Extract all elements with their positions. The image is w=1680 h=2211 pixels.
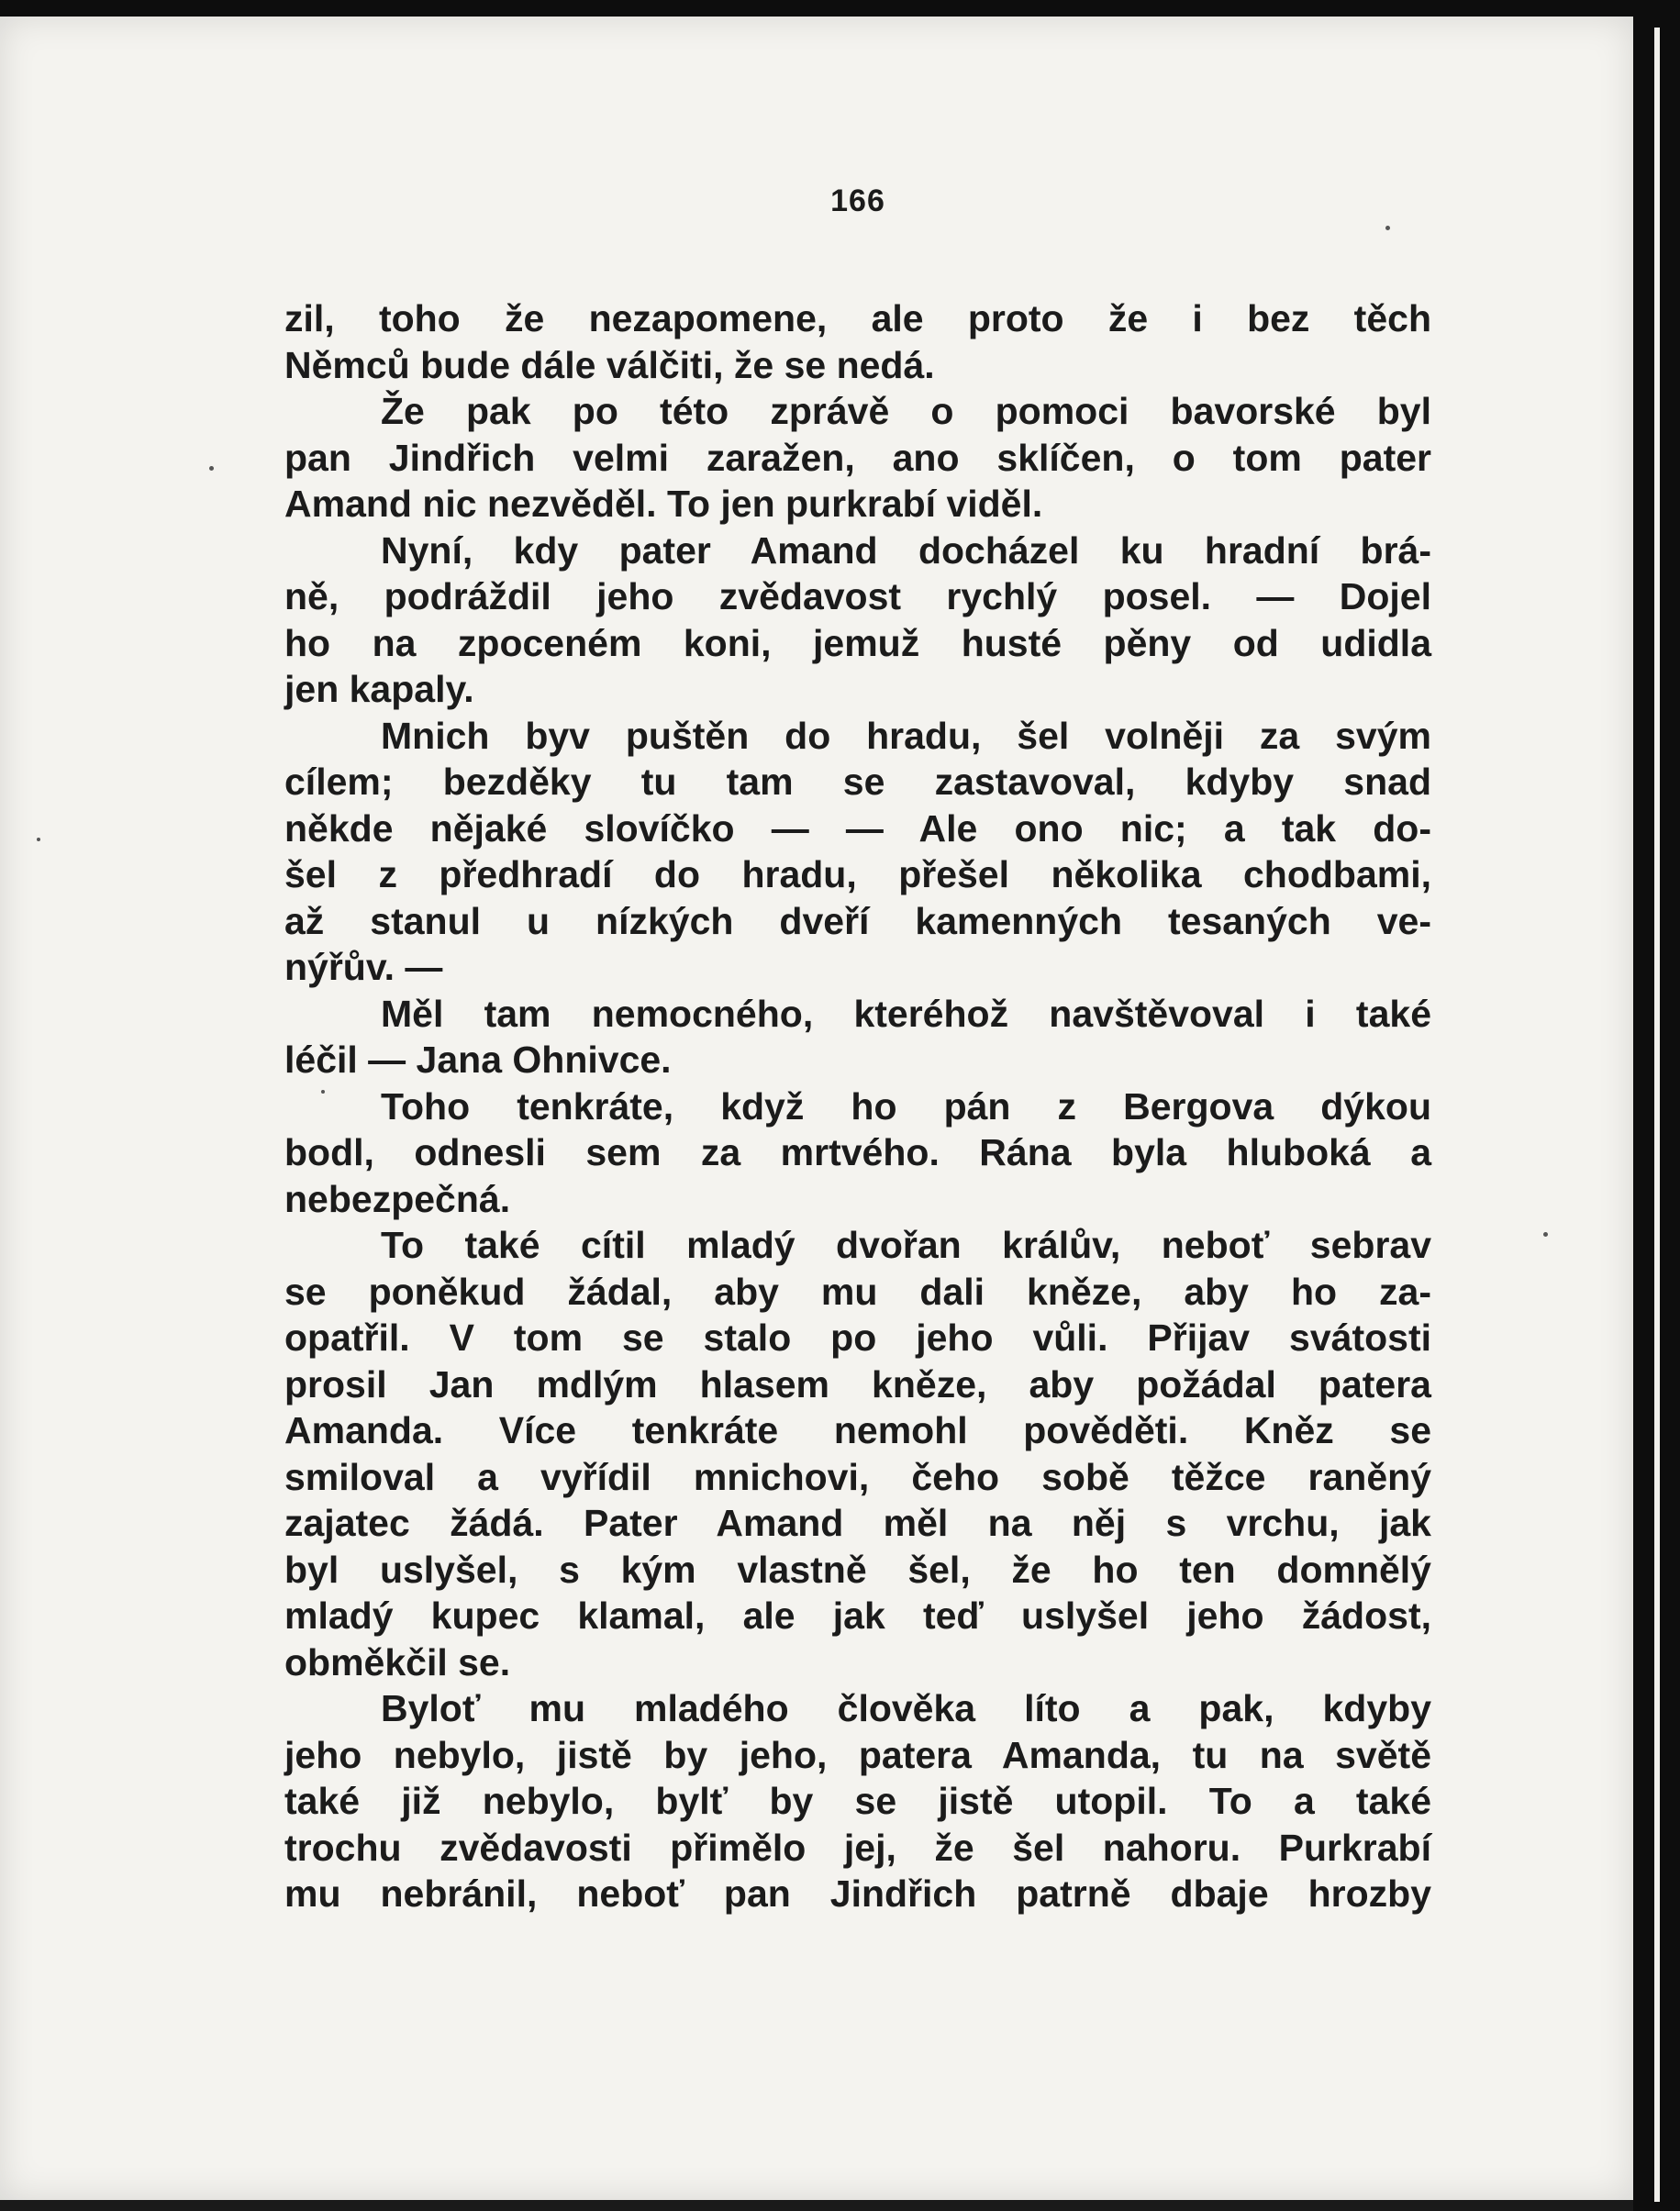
text-line: nýřův. — — [284, 946, 443, 988]
scan-speck — [37, 838, 40, 841]
text-line: Amand nic nezvěděl. To jen purkrabí viděl. — [284, 483, 1043, 525]
text-line: smiloval a vyřídil mnichovi, čeho sobě těžce raněný — [284, 1455, 1431, 1498]
text-line: prosil Jan mdlým hlasem kněze, aby požádal patera — [284, 1362, 1431, 1405]
text-line: mladý kupec klamal, ale jak teď uslyšel jeho žádost, — [284, 1594, 1431, 1637]
text-line: jeho nebylo, jistě by jeho, patera Amanda, tu na světě — [284, 1733, 1431, 1776]
scan-speck — [209, 466, 214, 471]
text-line: Nyní, kdy pater Amand docházel ku hradní brá- — [381, 528, 1431, 572]
body-text — [284, 295, 1431, 1917]
text-line: se poněkud žádal, aby mu dali kněze, aby ho za- — [284, 1270, 1431, 1313]
scan-speck — [1385, 226, 1390, 230]
text-line: ho na zpoceném koni, jemuž husté pěny od udidla — [284, 621, 1431, 664]
text-line: opatřil. V tom se stalo po jeho vůli. Přijav svátosti — [284, 1317, 1431, 1359]
text-line: bodl, odnesli sem za mrtvého. Rána byla hluboká a — [284, 1131, 1431, 1173]
page-number: 166 — [830, 183, 885, 218]
scan-speck — [1543, 1232, 1548, 1237]
text-line: Toho tenkráte, když ho pán z Bergova dýkou — [381, 1084, 1431, 1128]
text-line: Amanda. Více tenkráte nemohl pověděti. Kněz se — [284, 1409, 1431, 1451]
text-line: šel z předhradí do hradu, přešel několika chodbami, — [284, 853, 1431, 895]
text-line: až stanul u nízkých dveří kamenných tesaných ve- — [284, 899, 1431, 942]
text-line: zil, toho že nezapomene, ale proto že i bez těch — [284, 297, 1431, 339]
text-line: ně, podráždil jeho zvědavost rychlý posel. — Dojel — [284, 575, 1431, 617]
text-line: pan Jindřich velmi zaražen, ano sklíčen, o tom pater — [284, 436, 1431, 479]
text-line: někde nějaké slovíčko — — Ale ono nic; a tak do- — [284, 806, 1431, 850]
text-line: Němců bude dále válčiti, že se nedá. — [284, 343, 935, 386]
text-line: léčil — Jana Ohnivce. — [284, 1039, 672, 1081]
text-line: nebezpečná. — [284, 1177, 511, 1220]
text-line: jen kapaly. — [284, 668, 474, 710]
text-line: To také cítil mladý dvořan králův, neboť sebrav — [381, 1224, 1431, 1266]
scan-top-border — [0, 0, 1680, 17]
scan-page-edge — [1654, 28, 1660, 2202]
text-line: mu nebránil, neboť pan Jindřich patrně dbaje hrozby — [284, 1872, 1431, 1915]
text-line: byl uslyšel, s kým vlastně šel, že ho ten domnělý — [284, 1548, 1431, 1591]
text-line: trochu zvědavosti přimělo jej, že šel nahoru. Purkrabí — [284, 1826, 1431, 1869]
text-line: Že pak po této zprávě o pomoci bavorské byl — [381, 390, 1431, 432]
text-line: cílem; bezděky tu tam se zastavoval, kdyby snad — [284, 761, 1431, 803]
text-line: Mnich byv puštěn do hradu, šel volněji za svým — [381, 714, 1431, 757]
text-line: také již nebylo, bylť by se jistě utopil. To a také — [284, 1780, 1431, 1822]
text-line: obměkčil se. — [284, 1640, 511, 1683]
text-line: Byloť mu mladého člověka líto a pak, kdyby — [381, 1687, 1431, 1729]
text-line: zajatec žádá. Pater Amand měl na něj s vrchu, jak — [284, 1502, 1431, 1544]
text-line: Měl tam nemocného, kteréhož navštěvoval i také — [381, 992, 1431, 1035]
